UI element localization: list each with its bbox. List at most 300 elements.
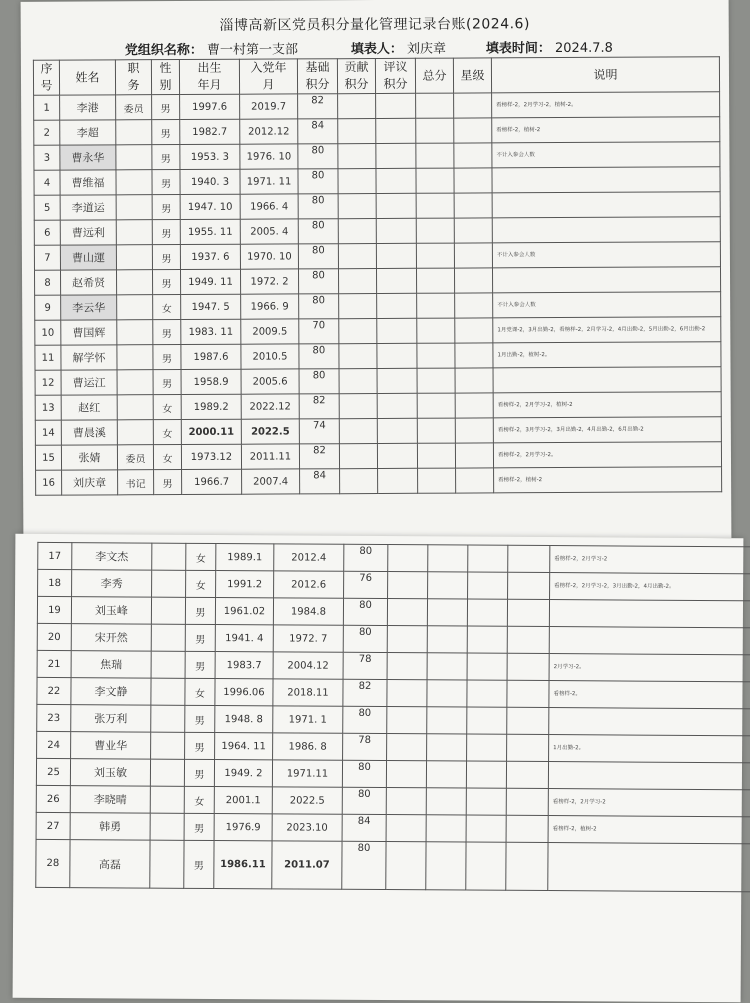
row-review-score — [427, 680, 467, 707]
row-gender: 男 — [185, 597, 215, 624]
row-note: 看榜样-2，3月学习-2，3月出勤-2，4月出勤-2，6月出勤-2 — [493, 417, 721, 443]
row-star — [455, 293, 493, 318]
row-gender: 男 — [153, 320, 181, 345]
row-base-score: 82 — [298, 94, 338, 119]
row-review-score — [378, 468, 418, 493]
ledger-table-bottom — [35, 542, 750, 893]
row-seq: 3 — [34, 145, 60, 170]
row-note — [549, 708, 750, 737]
row-total — [468, 572, 508, 599]
row-name: 曹晨溪 — [61, 420, 117, 445]
row-join: 1971. 11 — [240, 169, 298, 194]
row-contrib-score — [338, 243, 376, 268]
row-seq: 13 — [35, 395, 61, 420]
table-row — [34, 267, 720, 296]
row-total — [416, 268, 454, 293]
row-note: 看榜样-2，2月学习-2，3月出勤-2，4月出勤-2。 — [550, 573, 750, 602]
table-row — [36, 839, 750, 892]
row-birth: 1983. 11 — [181, 319, 241, 344]
col-join: 入党年 月 — [239, 59, 297, 94]
row-gender: 女 — [153, 420, 181, 445]
row-name: 赵红 — [61, 395, 117, 420]
row-review-score — [376, 168, 416, 193]
row-total — [416, 193, 454, 218]
row-review-score — [427, 653, 467, 680]
row-star — [507, 707, 549, 734]
table-row — [34, 192, 720, 221]
row-join: 2012.6 — [274, 571, 344, 598]
row-review-score — [426, 815, 466, 842]
row-contrib-score — [387, 653, 427, 680]
row-seq: 28 — [36, 839, 70, 887]
row-join: 2019.7 — [240, 94, 298, 119]
row-position — [116, 220, 152, 245]
row-star — [455, 393, 493, 418]
row-gender: 男 — [153, 345, 181, 370]
row-base-score: 80 — [299, 294, 339, 319]
row-name: 刘庆章 — [62, 470, 118, 495]
row-seq: 1 — [34, 95, 60, 120]
row-gender: 男 — [152, 195, 180, 220]
row-contrib-score — [339, 368, 377, 393]
row-position — [151, 597, 185, 624]
row-birth: 2001.1 — [214, 787, 272, 814]
row-position — [117, 295, 153, 320]
row-star — [454, 143, 492, 168]
row-join: 1972. 7 — [273, 625, 343, 652]
row-total — [417, 318, 455, 343]
row-birth: 2000.11 — [181, 419, 241, 444]
row-note: 看榜样-2，植树-2 — [548, 816, 750, 845]
row-star — [454, 218, 492, 243]
row-review-score — [428, 545, 468, 572]
row-base-score: 80 — [298, 144, 338, 169]
row-base-score: 80 — [343, 598, 387, 625]
row-base-score: 80 — [298, 219, 338, 244]
row-join: 1984.8 — [273, 598, 343, 625]
date-label: 填表时间： — [485, 41, 551, 57]
col-note: 说明 — [491, 57, 719, 93]
row-base-score: 80 — [298, 169, 338, 194]
row-total — [417, 368, 455, 393]
row-name: 李云华 — [61, 295, 117, 320]
filler-value: 刘庆章 — [406, 41, 447, 57]
row-gender: 男 — [184, 759, 214, 786]
row-base-score: 80 — [342, 841, 386, 889]
row-total — [466, 815, 506, 842]
row-total — [417, 443, 455, 468]
row-seq: 23 — [37, 704, 71, 731]
row-total — [416, 243, 454, 268]
row-total — [417, 418, 455, 443]
row-base-score: 80 — [299, 369, 339, 394]
org-label: 党组织名称： — [124, 42, 203, 59]
row-base-score: 74 — [299, 419, 339, 444]
row-total — [467, 734, 507, 761]
row-base-score: 80 — [344, 544, 388, 571]
row-birth: 1989.2 — [181, 394, 241, 419]
row-review-score — [426, 761, 466, 788]
row-review-score — [377, 318, 417, 343]
row-total — [416, 218, 454, 243]
row-review-score — [376, 118, 416, 143]
table-row — [35, 317, 721, 346]
row-position: 委员 — [116, 95, 152, 120]
row-seq: 4 — [34, 170, 60, 195]
col-total: 总分 — [415, 58, 453, 93]
row-contrib-score — [338, 193, 376, 218]
row-total — [467, 653, 507, 680]
row-base-score: 80 — [342, 787, 386, 814]
row-name: 张万利 — [71, 705, 151, 732]
ledger-sheet-bottom — [13, 534, 744, 1002]
row-gender: 男 — [152, 270, 180, 295]
row-join: 2010.5 — [241, 344, 299, 369]
row-gender: 女 — [153, 295, 181, 320]
row-join: 1970. 10 — [240, 244, 298, 269]
row-join: 1986. 8 — [273, 733, 343, 760]
row-star — [456, 468, 494, 493]
row-star — [507, 653, 549, 680]
row-total — [467, 680, 507, 707]
row-join: 1966. 9 — [241, 294, 299, 319]
row-birth: 1961.02 — [215, 598, 273, 625]
row-total — [466, 761, 506, 788]
row-position — [117, 320, 153, 345]
row-position — [150, 786, 184, 813]
row-star — [454, 243, 492, 268]
col-star: 星级 — [453, 58, 491, 93]
row-name: 宋开然 — [71, 624, 151, 651]
row-birth: 1948. 8 — [215, 706, 273, 733]
row-review-score — [377, 343, 417, 368]
row-birth: 1996.06 — [215, 679, 273, 706]
row-star — [454, 93, 492, 118]
row-gender: 男 — [153, 370, 181, 395]
row-name: 赵希贤 — [60, 270, 116, 295]
row-position — [117, 345, 153, 370]
row-name: 刘玉峰 — [71, 597, 151, 624]
row-total — [418, 468, 456, 493]
row-star — [454, 193, 492, 218]
row-star — [507, 626, 549, 653]
row-contrib-score — [388, 572, 428, 599]
row-star — [506, 761, 548, 788]
row-join: 2011.07 — [272, 841, 342, 889]
row-star — [455, 368, 493, 393]
row-contrib-score — [338, 168, 376, 193]
row-name: 李文静 — [71, 678, 151, 705]
row-name: 曹山運 — [60, 245, 116, 270]
row-position — [116, 270, 152, 295]
row-total — [467, 599, 507, 626]
org-value: 曹一村第一支部 — [206, 42, 299, 58]
row-birth: 1964. 11 — [215, 733, 273, 760]
row-base-score: 84 — [300, 469, 340, 494]
table-row — [34, 92, 720, 121]
row-base-score: 70 — [299, 319, 339, 344]
row-contrib-score — [388, 545, 428, 572]
row-birth: 1958.9 — [181, 369, 241, 394]
row-join: 2005. 4 — [240, 219, 298, 244]
row-seq: 6 — [34, 220, 60, 245]
row-birth: 1953. 3 — [180, 144, 240, 169]
row-star — [454, 268, 492, 293]
row-note — [549, 600, 750, 629]
row-seq: 5 — [34, 195, 60, 220]
row-birth: 1941. 4 — [215, 625, 273, 652]
row-gender: 男 — [154, 470, 182, 495]
row-name: 刘玉敏 — [70, 759, 150, 786]
row-name: 李晓晴 — [70, 786, 150, 813]
row-name: 李超 — [60, 120, 116, 145]
row-join: 1966. 4 — [240, 194, 298, 219]
row-join: 1976. 10 — [240, 144, 298, 169]
row-review-score — [377, 443, 417, 468]
row-name: 李港 — [60, 95, 116, 120]
row-star — [508, 572, 550, 599]
row-birth: 1991.2 — [216, 571, 274, 598]
row-review-score — [376, 243, 416, 268]
row-base-score: 76 — [344, 571, 388, 598]
row-position — [150, 840, 184, 888]
row-birth: 1973.12 — [181, 444, 241, 469]
row-total — [468, 545, 508, 572]
row-note — [493, 367, 721, 393]
row-gender: 女 — [153, 395, 181, 420]
row-base-score: 80 — [342, 760, 386, 787]
row-seq: 2 — [34, 120, 60, 145]
col-position: 职 务 — [115, 60, 151, 95]
row-seq: 15 — [35, 445, 61, 470]
row-star — [507, 680, 549, 707]
row-note — [492, 217, 720, 243]
row-total — [417, 343, 455, 368]
row-position — [151, 678, 185, 705]
row-seq: 16 — [36, 470, 62, 495]
row-star — [455, 318, 493, 343]
row-review-score — [427, 626, 467, 653]
row-birth: 1987.6 — [181, 344, 241, 369]
row-gender: 男 — [152, 145, 180, 170]
row-base-score: 80 — [343, 625, 387, 652]
row-gender: 男 — [185, 705, 215, 732]
table-row — [34, 167, 720, 196]
row-base-score: 80 — [298, 269, 338, 294]
row-note: 看榜样-2，2月学习-2，植树-2。 — [492, 92, 720, 118]
row-contrib-score — [338, 118, 376, 143]
row-join: 1972. 2 — [240, 269, 298, 294]
row-base-score: 80 — [298, 244, 338, 269]
row-seq: 17 — [38, 542, 72, 569]
row-note — [492, 192, 720, 218]
col-gender: 性 别 — [151, 60, 179, 95]
row-seq: 26 — [36, 785, 70, 812]
row-join: 2004.12 — [273, 652, 343, 679]
row-contrib-score — [339, 443, 377, 468]
row-base-score: 80 — [298, 194, 338, 219]
row-note: 看榜样-2，植树-2 — [494, 467, 722, 493]
row-total — [416, 118, 454, 143]
row-base-score: 80 — [299, 344, 339, 369]
table-row — [35, 442, 721, 471]
row-review-score — [376, 93, 416, 118]
row-position: 书记 — [118, 470, 154, 495]
row-total — [416, 168, 454, 193]
row-total — [416, 143, 454, 168]
row-gender: 男 — [152, 120, 180, 145]
table-row — [34, 117, 720, 146]
row-base-score: 82 — [299, 444, 339, 469]
row-birth: 1937. 6 — [180, 244, 240, 269]
row-review-score — [377, 368, 417, 393]
row-review-score — [376, 193, 416, 218]
row-note: 1月出勤-2。 — [549, 735, 750, 764]
row-join: 2007.4 — [242, 469, 300, 494]
row-seq: 10 — [35, 320, 61, 345]
row-note: 不计入参会人数 — [492, 142, 720, 168]
row-star — [506, 788, 548, 815]
row-name: 高磊 — [70, 840, 150, 888]
row-base-score: 82 — [343, 679, 387, 706]
row-birth: 1947. 5 — [181, 294, 241, 319]
row-total — [417, 393, 455, 418]
row-join: 1971. 1 — [273, 706, 343, 733]
row-seq: 22 — [37, 677, 71, 704]
row-note — [492, 167, 720, 193]
row-join: 2012.4 — [274, 544, 344, 571]
row-gender: 男 — [152, 170, 180, 195]
row-note — [492, 267, 720, 293]
row-base-score: 84 — [298, 119, 338, 144]
row-review-score — [377, 393, 417, 418]
row-contrib-score — [340, 468, 378, 493]
row-note — [548, 762, 750, 791]
table-row — [35, 342, 721, 371]
row-note: 不计入参会人数 — [493, 292, 721, 318]
row-total — [466, 842, 506, 890]
row-birth: 1955. 11 — [180, 219, 240, 244]
col-review-score: 评议 积分 — [375, 58, 415, 93]
table-row — [35, 392, 721, 421]
row-gender: 男 — [152, 220, 180, 245]
row-contrib-score — [338, 143, 376, 168]
row-contrib-score — [339, 293, 377, 318]
row-join: 2022.12 — [241, 394, 299, 419]
row-contrib-score — [386, 815, 426, 842]
row-review-score — [376, 143, 416, 168]
row-star — [454, 168, 492, 193]
filler-label: 填表人： — [350, 41, 403, 58]
table-row — [34, 142, 720, 171]
table-row — [34, 217, 720, 246]
row-star — [508, 545, 550, 572]
row-note — [548, 843, 750, 893]
row-position — [116, 245, 152, 270]
row-note: 1月出勤-2，植树-2。 — [493, 342, 721, 368]
row-contrib-score — [386, 788, 426, 815]
row-contrib-score — [339, 318, 377, 343]
table-header — [33, 57, 719, 96]
row-name: 曹永华 — [60, 145, 116, 170]
col-name: 姓名 — [59, 60, 115, 95]
col-birth: 出生 年月 — [179, 59, 239, 94]
row-gender: 男 — [185, 732, 215, 759]
row-gender: 男 — [184, 813, 214, 840]
row-seq: 21 — [37, 650, 71, 677]
row-contrib-score — [339, 393, 377, 418]
row-birth: 1986.11 — [214, 840, 272, 888]
row-birth: 1989.1 — [216, 544, 274, 571]
row-name: 曹运江 — [61, 370, 117, 395]
table-row — [35, 292, 721, 321]
row-position — [151, 651, 185, 678]
row-join: 2022.5 — [241, 419, 299, 444]
row-position: 委员 — [117, 445, 153, 470]
row-review-score — [426, 788, 466, 815]
row-star — [506, 815, 548, 842]
row-contrib-score — [338, 268, 376, 293]
row-review-score — [427, 734, 467, 761]
col-contrib-score: 贡献 积分 — [337, 59, 375, 94]
row-seq: 9 — [35, 295, 61, 320]
row-birth: 1949. 2 — [214, 760, 272, 787]
row-star — [455, 418, 493, 443]
table-row — [34, 242, 720, 271]
row-contrib-score — [386, 842, 426, 890]
row-position — [151, 624, 185, 651]
row-contrib-score — [386, 761, 426, 788]
row-join: 2005.6 — [241, 369, 299, 394]
org-info — [125, 38, 298, 58]
row-birth: 1983.7 — [215, 652, 273, 679]
row-contrib-score — [387, 707, 427, 734]
date-value: 2024.7.8 — [554, 40, 613, 57]
row-seq: 11 — [35, 345, 61, 370]
row-name: 曹国辉 — [61, 320, 117, 345]
row-total — [466, 788, 506, 815]
row-birth: 1997.6 — [180, 94, 240, 119]
row-birth: 1966.7 — [182, 469, 242, 494]
row-star — [506, 842, 548, 890]
row-star — [454, 118, 492, 143]
table-body-top — [34, 92, 722, 496]
row-position — [117, 420, 153, 445]
row-seq: 19 — [37, 596, 71, 623]
col-seq: 序 号 — [33, 60, 59, 95]
row-join: 1971.11 — [272, 760, 342, 787]
row-position — [116, 170, 152, 195]
row-seq: 7 — [34, 245, 60, 270]
ledger-sheet-top — [21, 0, 732, 542]
row-total — [467, 707, 507, 734]
row-contrib-score — [387, 599, 427, 626]
table-row — [36, 467, 722, 496]
row-seq: 18 — [38, 569, 72, 596]
row-seq: 25 — [36, 758, 70, 785]
row-contrib-score — [387, 626, 427, 653]
row-name: 李秀 — [72, 570, 152, 597]
row-seq: 8 — [34, 270, 60, 295]
row-name: 张婧 — [61, 445, 117, 470]
row-total — [417, 293, 455, 318]
row-gender: 男 — [185, 651, 215, 678]
row-gender: 女 — [185, 678, 215, 705]
table-body-bottom — [36, 542, 750, 892]
row-seq: 14 — [35, 420, 61, 445]
row-base-score: 82 — [299, 394, 339, 419]
row-total — [467, 626, 507, 653]
